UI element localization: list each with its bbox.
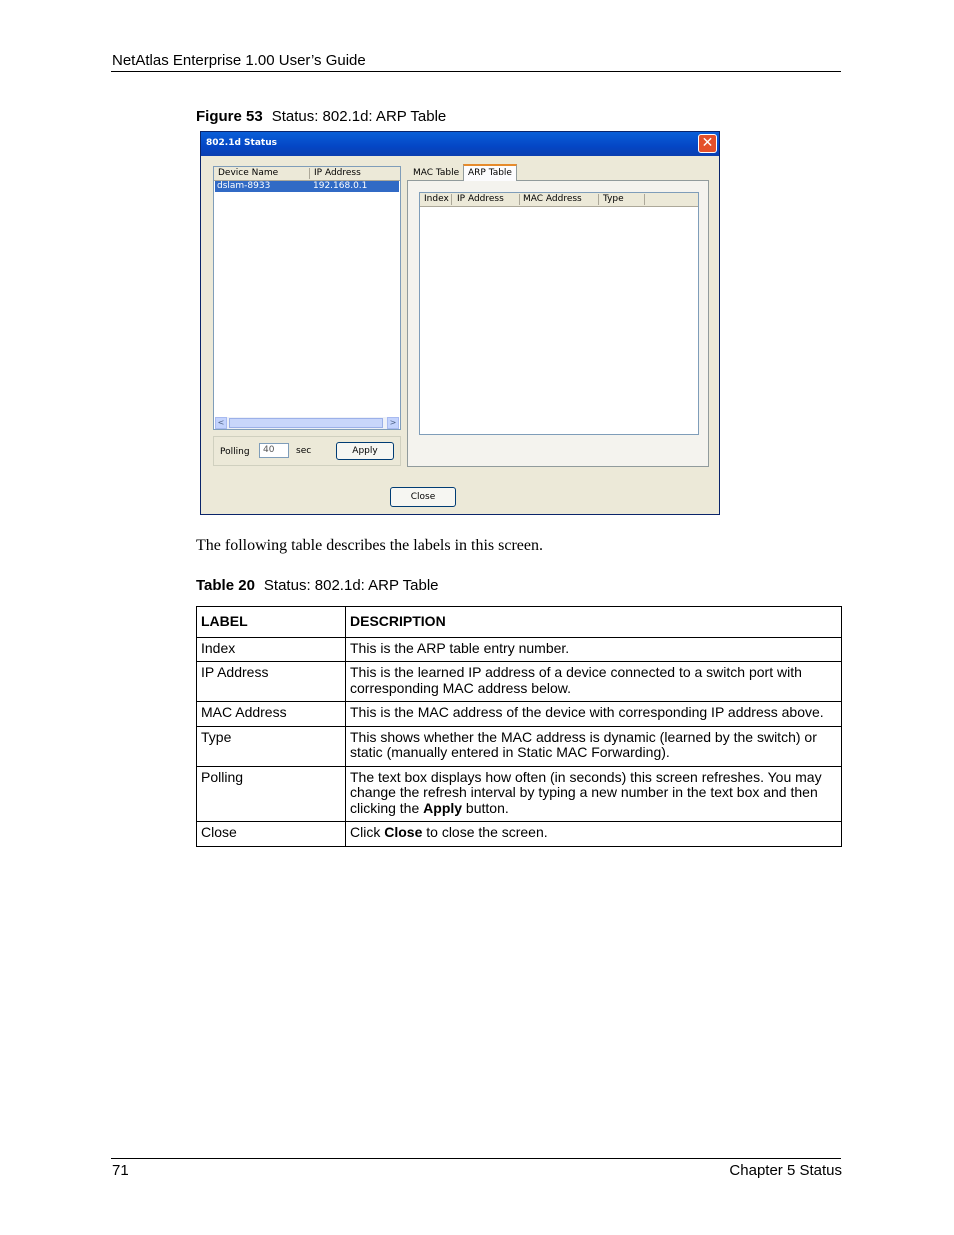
figure-caption [196,108,446,125]
row-description [346,766,842,822]
table-row [197,702,842,727]
desc-text: Click [350,824,385,840]
tab-mac-table[interactable]: MAC Table [413,168,460,178]
table-caption [196,577,439,594]
table-row [197,637,842,662]
column-index[interactable]: Index [424,194,449,204]
desc-text: button. [462,799,509,816]
device-list-header [214,167,400,181]
table-row [197,726,842,766]
desc-bold: Apply [423,799,463,816]
apply-button[interactable]: Apply [336,442,394,460]
list-item[interactable] [215,181,399,192]
column-separator [451,194,452,205]
table-row [197,766,842,822]
scroll-thumb[interactable] [229,418,383,428]
desc-text: The text box displays how often (in seconds) this screen refreshes. You may change the refresh interval by typing a new number in the text box and then clicking the [350,768,822,816]
row-description: This is the ARP table entry number. [346,637,842,662]
polling-unit: sec [296,446,312,456]
arp-table-header [420,193,698,207]
column-ip-address[interactable]: IP Address [314,168,361,178]
row-description [346,822,842,847]
desc-text: to close the screen. [422,824,548,840]
close-button[interactable]: Close [390,487,456,507]
page-number: 71 [112,1162,129,1179]
row-label: MAC Address [197,702,346,727]
status-dialog [200,131,720,515]
horizontal-scrollbar[interactable] [215,417,399,429]
row-label: Index [197,637,346,662]
row-description: This is the MAC address of the device with corresponding IP address above. [346,702,842,727]
footer-divider [111,1158,841,1159]
intro-text: The following table describes the labels in this screen. [196,537,544,554]
device-list[interactable] [213,166,401,430]
dialog-titlebar[interactable] [201,132,719,156]
figure-title: Status: 802.1d: ARP Table [271,108,447,125]
guide-title: NetAtlas Enterprise 1.00 User’s Guide [112,52,366,69]
column-separator [519,194,520,205]
column-ip-address[interactable]: IP Address [457,194,504,204]
table-number: Table 20 [196,577,255,594]
polling-group [213,436,401,466]
header-divider [111,71,841,72]
tab-arp-table[interactable]: ARP Table [463,164,517,181]
column-device-name[interactable]: Device Name [218,168,279,178]
column-mac-address[interactable]: MAC Address [523,194,582,204]
row-description: This shows whether the MAC address is dynamic (learned by the switch) or static (manually entered in Static MAC Forwarding). [346,726,842,766]
ip-address-cell: 192.168.0.1 [313,181,368,191]
column-separator [644,194,645,205]
description-header: DESCRIPTION [346,607,842,638]
row-description: This is the learned IP address of a device connected to a switch port with corresponding MAC address below. [346,662,842,702]
row-label: Type [197,726,346,766]
polling-label: Polling [220,447,250,457]
row-label: Close [197,822,346,847]
row-label: Polling [197,766,346,822]
column-type[interactable]: Type [603,194,624,204]
table-row [197,822,842,847]
desc-bold: Close [384,824,423,840]
close-icon[interactable]: ✕ [698,134,717,153]
label-header: LABEL [197,607,346,638]
table-title: Status: 802.1d: ARP Table [263,577,439,594]
label-description-table [196,606,842,847]
column-separator [309,168,310,179]
scroll-left-icon[interactable]: < [215,417,227,429]
polling-input[interactable]: 40 [259,443,289,458]
figure-number: Figure 53 [196,108,263,125]
row-label: IP Address [197,662,346,702]
scroll-right-icon[interactable]: > [387,417,399,429]
chapter-title: Chapter 5 Status [729,1162,842,1179]
dialog-title: 802.1d Status [206,138,277,148]
table-row [197,662,842,702]
device-name-cell: dslam-8933 [217,181,271,191]
column-separator [598,194,599,205]
table-header-row [197,607,842,638]
arp-table-list[interactable] [419,192,699,435]
